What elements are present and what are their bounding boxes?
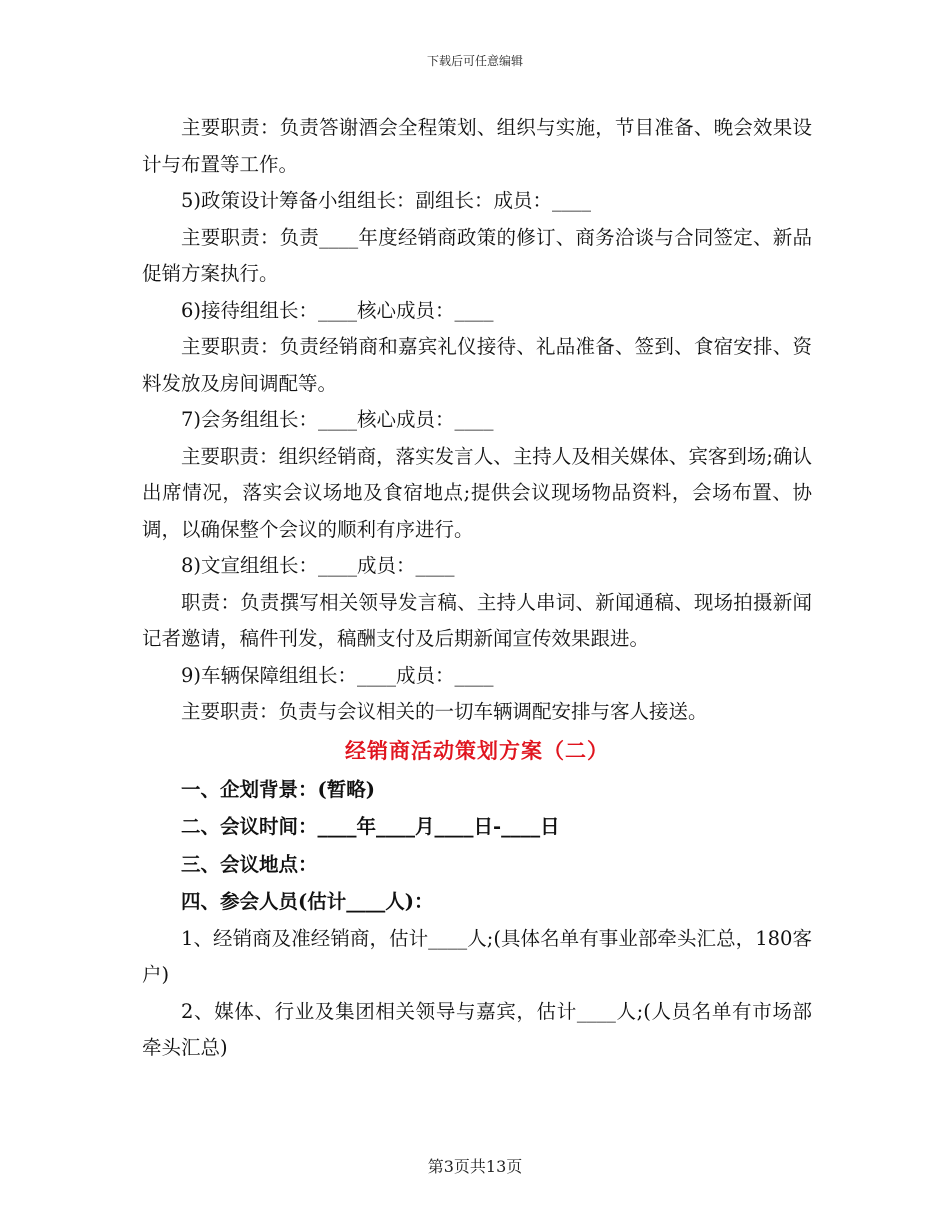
paragraph: 1、经销商及准经销商，估计____人;(具体名单有事业部牵头汇总，180客户) <box>142 926 812 986</box>
section-title: 经销商活动策划方案（二） <box>345 737 609 763</box>
paragraph: 主要职责：负责答谢酒会全程策划、组织与实施，节目准备、晚会效果设计与布置等工作。 <box>142 116 812 176</box>
document-body <box>142 110 812 1067</box>
paragraph: 6)接待组组长：____核心成员：____ <box>181 298 494 322</box>
paragraph: 8)文宣组组长：____成员：____ <box>181 554 455 577</box>
paragraph: 7)会务组组长：____核心成员：____ <box>181 408 494 431</box>
paragraph: 5)政策设计筹备小组组长：副组长：成员：____ <box>181 189 592 212</box>
section-heading: 二、会议时间：____年____月____日-____日 <box>181 815 560 838</box>
page-header: 下载后可任意编辑 <box>426 54 523 68</box>
paragraph: 主要职责：负责____年度经销商政策的修订、商务洽谈与合同签定、新品促销方案执行。 <box>142 225 812 285</box>
paragraph: 9)车辆保障组组长：____成员：____ <box>181 663 494 687</box>
paragraph: 2、媒体、行业及集团相关领导与嘉宾，估计____人;(人员名单有市场部牵头汇总) <box>142 999 812 1059</box>
paragraph: 职责：负责撰写相关领导发言稿、主持人串词、新闻通稿、现场拍摄新闻记者邀请，稿件刊发，稿酬支付及后期新闻宣传效果跟进。 <box>142 590 812 650</box>
section-heading: 三、会议地点： <box>181 852 318 876</box>
section-heading: 一、企划背景：(暂略) <box>181 777 375 801</box>
paragraph: 主要职责：负责经销商和嘉宾礼仪接待、礼品准备、签到、食宿安排、资料发放及房间调配等。 <box>142 335 812 395</box>
page-footer: 第3页共13页 <box>427 1157 523 1176</box>
paragraph: 主要职责：负责与会议相关的一切车辆调配安排与客人接送。 <box>181 700 708 723</box>
paragraph: 主要职责：组织经销商，落实发言人、主持人及相关媒体、宾客到场;确认出席情况，落实会议场地及食宿地点;提供会议现场物品资料，会场布置、协调，以确保整个会议的顺利有序进行。 <box>142 444 812 541</box>
section-heading: 四、参会人员(估计____人)： <box>181 890 434 913</box>
